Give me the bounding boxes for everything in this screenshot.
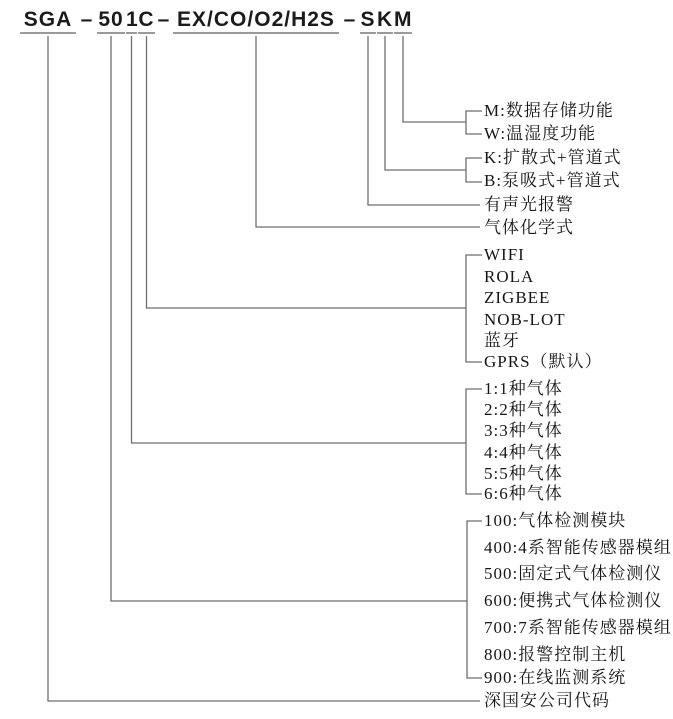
bracket-communication: [466, 255, 482, 362]
series-option-400: 400:4系智能传感器模组: [484, 538, 672, 557]
series-option-600: 600:便携式气体检测仪: [484, 591, 663, 610]
line-gas-formula: [256, 36, 480, 227]
storage-option-m: M:数据存储功能: [484, 101, 614, 120]
bracket-sampling: [466, 158, 482, 182]
gas-count-option-6: 6:6种气体: [484, 484, 563, 503]
model-sampling-letter: K: [377, 8, 393, 34]
comm-option-gprs: GPRS（默认）: [484, 352, 603, 371]
gas-formula-label: 气体化学式: [484, 218, 574, 237]
sampling-option-b: B:泵吸式+管道式: [484, 171, 621, 190]
model-gas-formula: EX/CO/O2/H2S: [173, 8, 339, 34]
alarm-label: 有声光报警: [484, 195, 574, 214]
model-prefix: SGA: [20, 8, 76, 34]
series-option-100: 100:气体检测模块: [484, 511, 627, 530]
dash-separator: –: [343, 8, 357, 31]
dash-separator: –: [80, 8, 94, 31]
gas-count-option-4: 4:4种气体: [484, 443, 563, 462]
model-storage-letter: M: [394, 8, 412, 34]
storage-option-w: W:温湿度功能: [484, 124, 597, 143]
comm-option-bluetooth: 蓝牙: [484, 331, 520, 350]
gas-count-option-1: 1:1种气体: [484, 379, 563, 398]
series-option-500: 500:固定式气体检测仪: [484, 564, 663, 583]
bracket-storage: [466, 111, 482, 134]
line-product-series: [111, 36, 467, 601]
line-company: [48, 36, 480, 701]
gas-count-option-5: 5:5种气体: [484, 464, 563, 483]
line-sampling: [385, 36, 466, 170]
comm-option-zigbee: ZIGBEE: [484, 288, 551, 307]
sampling-option-k: K:扩散式+管道式: [484, 148, 622, 167]
model-series-digits: 50: [97, 8, 125, 34]
series-option-700: 700:7系智能传感器模组: [484, 618, 672, 637]
line-communication: [147, 36, 467, 308]
series-option-900: 900:在线监测系统: [484, 668, 627, 687]
dash-separator: –: [157, 8, 171, 31]
bracket-product-series: [467, 521, 482, 678]
model-gas-count-digit: 1: [126, 8, 137, 34]
bracket-gas-count: [466, 389, 482, 494]
gas-count-option-2: 2:2种气体: [484, 400, 563, 419]
gas-count-option-3: 3:3种气体: [484, 421, 563, 440]
series-option-800: 800:报警控制主机: [484, 645, 627, 664]
comm-option-nob-lot: NOB-LOT: [484, 310, 566, 329]
comm-option-rola: ROLA: [484, 267, 535, 286]
comm-option-wifi: WIFI: [484, 245, 525, 264]
line-alarm: [368, 36, 480, 205]
model-alarm-letter: S: [360, 8, 376, 34]
model-comm-letter: C: [138, 8, 155, 34]
line-gas-count: [132, 36, 467, 443]
company-code-label: 深国安公司代码: [484, 691, 610, 710]
line-storage: [403, 36, 466, 122]
